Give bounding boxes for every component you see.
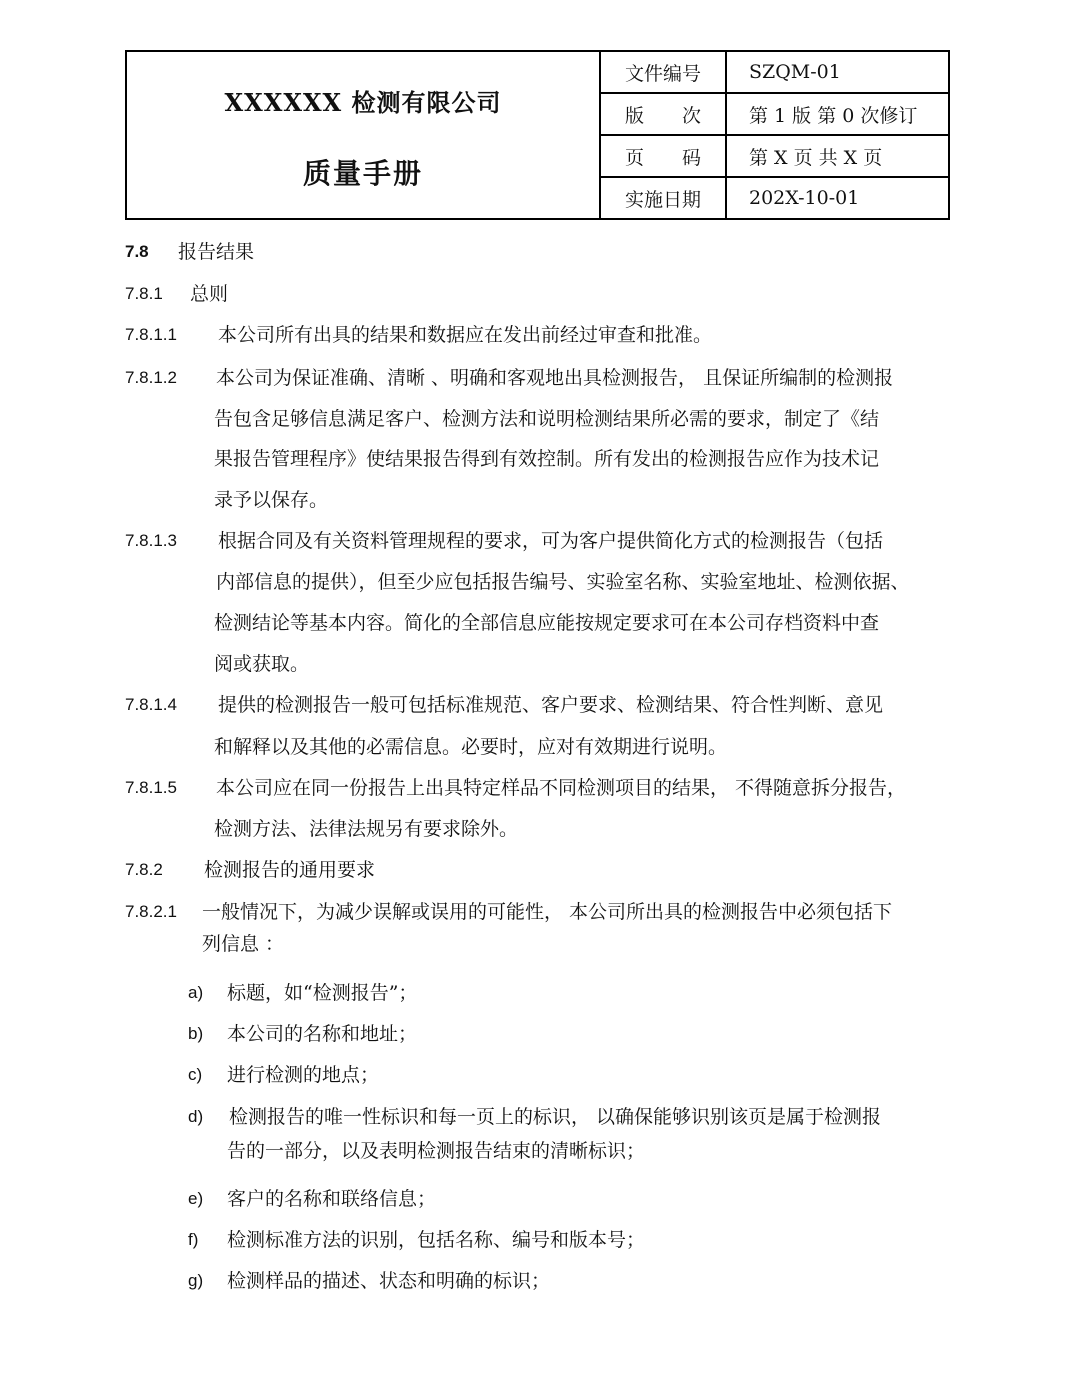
clause-line: 录予以保存。 xyxy=(214,489,329,511)
subsection-title: 检测报告的通用要求 xyxy=(204,859,376,881)
manual-title: 质量手册 xyxy=(302,156,423,190)
subsection-number: 7.8.2 xyxy=(125,860,163,879)
list-item: 检测标准方法的识别，包括名称、编号和版本号； xyxy=(227,1229,646,1251)
clause-number: 7.8.1.4 xyxy=(125,695,177,714)
clause-line: 一般情况下，为减少误解或误用的可能性， 本公司所出具的检测报告中必须包括下 xyxy=(202,901,893,923)
list-marker: b) xyxy=(188,1024,204,1043)
header-title-cell xyxy=(126,51,600,219)
list-marker: f) xyxy=(188,1230,199,1249)
list-item: 进行检测的地点； xyxy=(227,1064,380,1086)
clause-number: 7.8.1.5 xyxy=(125,778,177,797)
clause-line: 根据合同及有关资料管理规程的要求，可为客户提供简化方式的检测报告（包括 xyxy=(218,530,884,552)
subsection-title: 总则 xyxy=(190,283,229,305)
section-title: 报告结果 xyxy=(178,241,255,263)
clause-line: 本公司所有出具的结果和数据应在发出前经过审查和批准。 xyxy=(218,324,713,346)
section-number: 7.8 xyxy=(125,242,149,261)
document-header xyxy=(125,50,950,220)
page-label: 页 码 xyxy=(600,135,726,177)
clause-line: 列信息 ： xyxy=(202,933,285,955)
clause-line: 检测方法、法律法规另有要求除外。 xyxy=(214,818,519,840)
file-number-label: 文件编号 xyxy=(600,51,726,93)
clause-number: 7.8.1.3 xyxy=(125,531,177,550)
clause-number: 7.8.1.1 xyxy=(125,325,177,344)
clause-line: 告包含足够信息满足客户、检测方法和说明检测结果所必需的要求，制定了《结 xyxy=(214,408,880,430)
clause-line: 和解释以及其他的必需信息。必要时，应对有效期进行说明。 xyxy=(214,736,728,758)
clause-line: 检测结论等基本内容。简化的全部信息应能按规定要求可在本公司存档资料中查 xyxy=(214,612,880,634)
list-marker: e) xyxy=(188,1189,204,1208)
company-name: XXXXXX 检测有限公司 xyxy=(224,87,502,117)
list-item: 标题，如“检测报告”； xyxy=(227,982,418,1004)
file-number-value: SZQM-01 xyxy=(726,51,949,93)
clause-line: 本公司为保证准确、清晰 、明确和客观地出具检测报告， 且保证所编制的检测报 xyxy=(216,367,894,389)
list-item: 检测报告的唯一性标识和每一页上的标识， 以确保能够识别该页是属于检测报 xyxy=(229,1106,882,1128)
clause-line: 本公司应在同一份报告上出具特定样品不同检测项目的结果， 不得随意拆分报告， xyxy=(216,777,907,799)
clause-line: 提供的检测报告一般可包括标准规范、客户要求、检测结果、符合性判断、意见 xyxy=(218,694,884,716)
list-item: 告的一部分，以及表明检测报告结束的清晰标识； xyxy=(227,1140,646,1162)
page-value: 第 X 页 共 X 页 xyxy=(726,135,949,177)
edition-label: 版 次 xyxy=(600,93,726,135)
list-item: 本公司的名称和地址； xyxy=(227,1023,418,1045)
clause-number: 7.8.2.1 xyxy=(125,902,177,921)
list-marker: c) xyxy=(188,1065,203,1084)
list-item: 客户的名称和联络信息； xyxy=(227,1188,437,1210)
list-marker: g) xyxy=(188,1271,204,1290)
clause-line: 内部信息的提供），但至少应包括报告编号、实验室名称、实验室地址、检测依据、 xyxy=(216,571,910,593)
list-marker: d) xyxy=(188,1107,204,1126)
clause-line: 果报告管理程序》使结果报告得到有效控制。所有发出的检测报告应作为技术记 xyxy=(214,448,880,470)
clause-number: 7.8.1.2 xyxy=(125,368,177,387)
subsection-number: 7.8.1 xyxy=(125,284,163,303)
edition-value: 第 1 版 第 0 次修订 xyxy=(726,93,949,135)
effective-date-label: 实施日期 xyxy=(600,177,726,219)
clause-line: 阅或获取。 xyxy=(214,653,310,675)
list-marker: a) xyxy=(188,983,204,1002)
list-item: 检测样品的描述、状态和明确的标识； xyxy=(227,1270,551,1292)
effective-date-value: 202X-10-01 xyxy=(726,177,949,219)
